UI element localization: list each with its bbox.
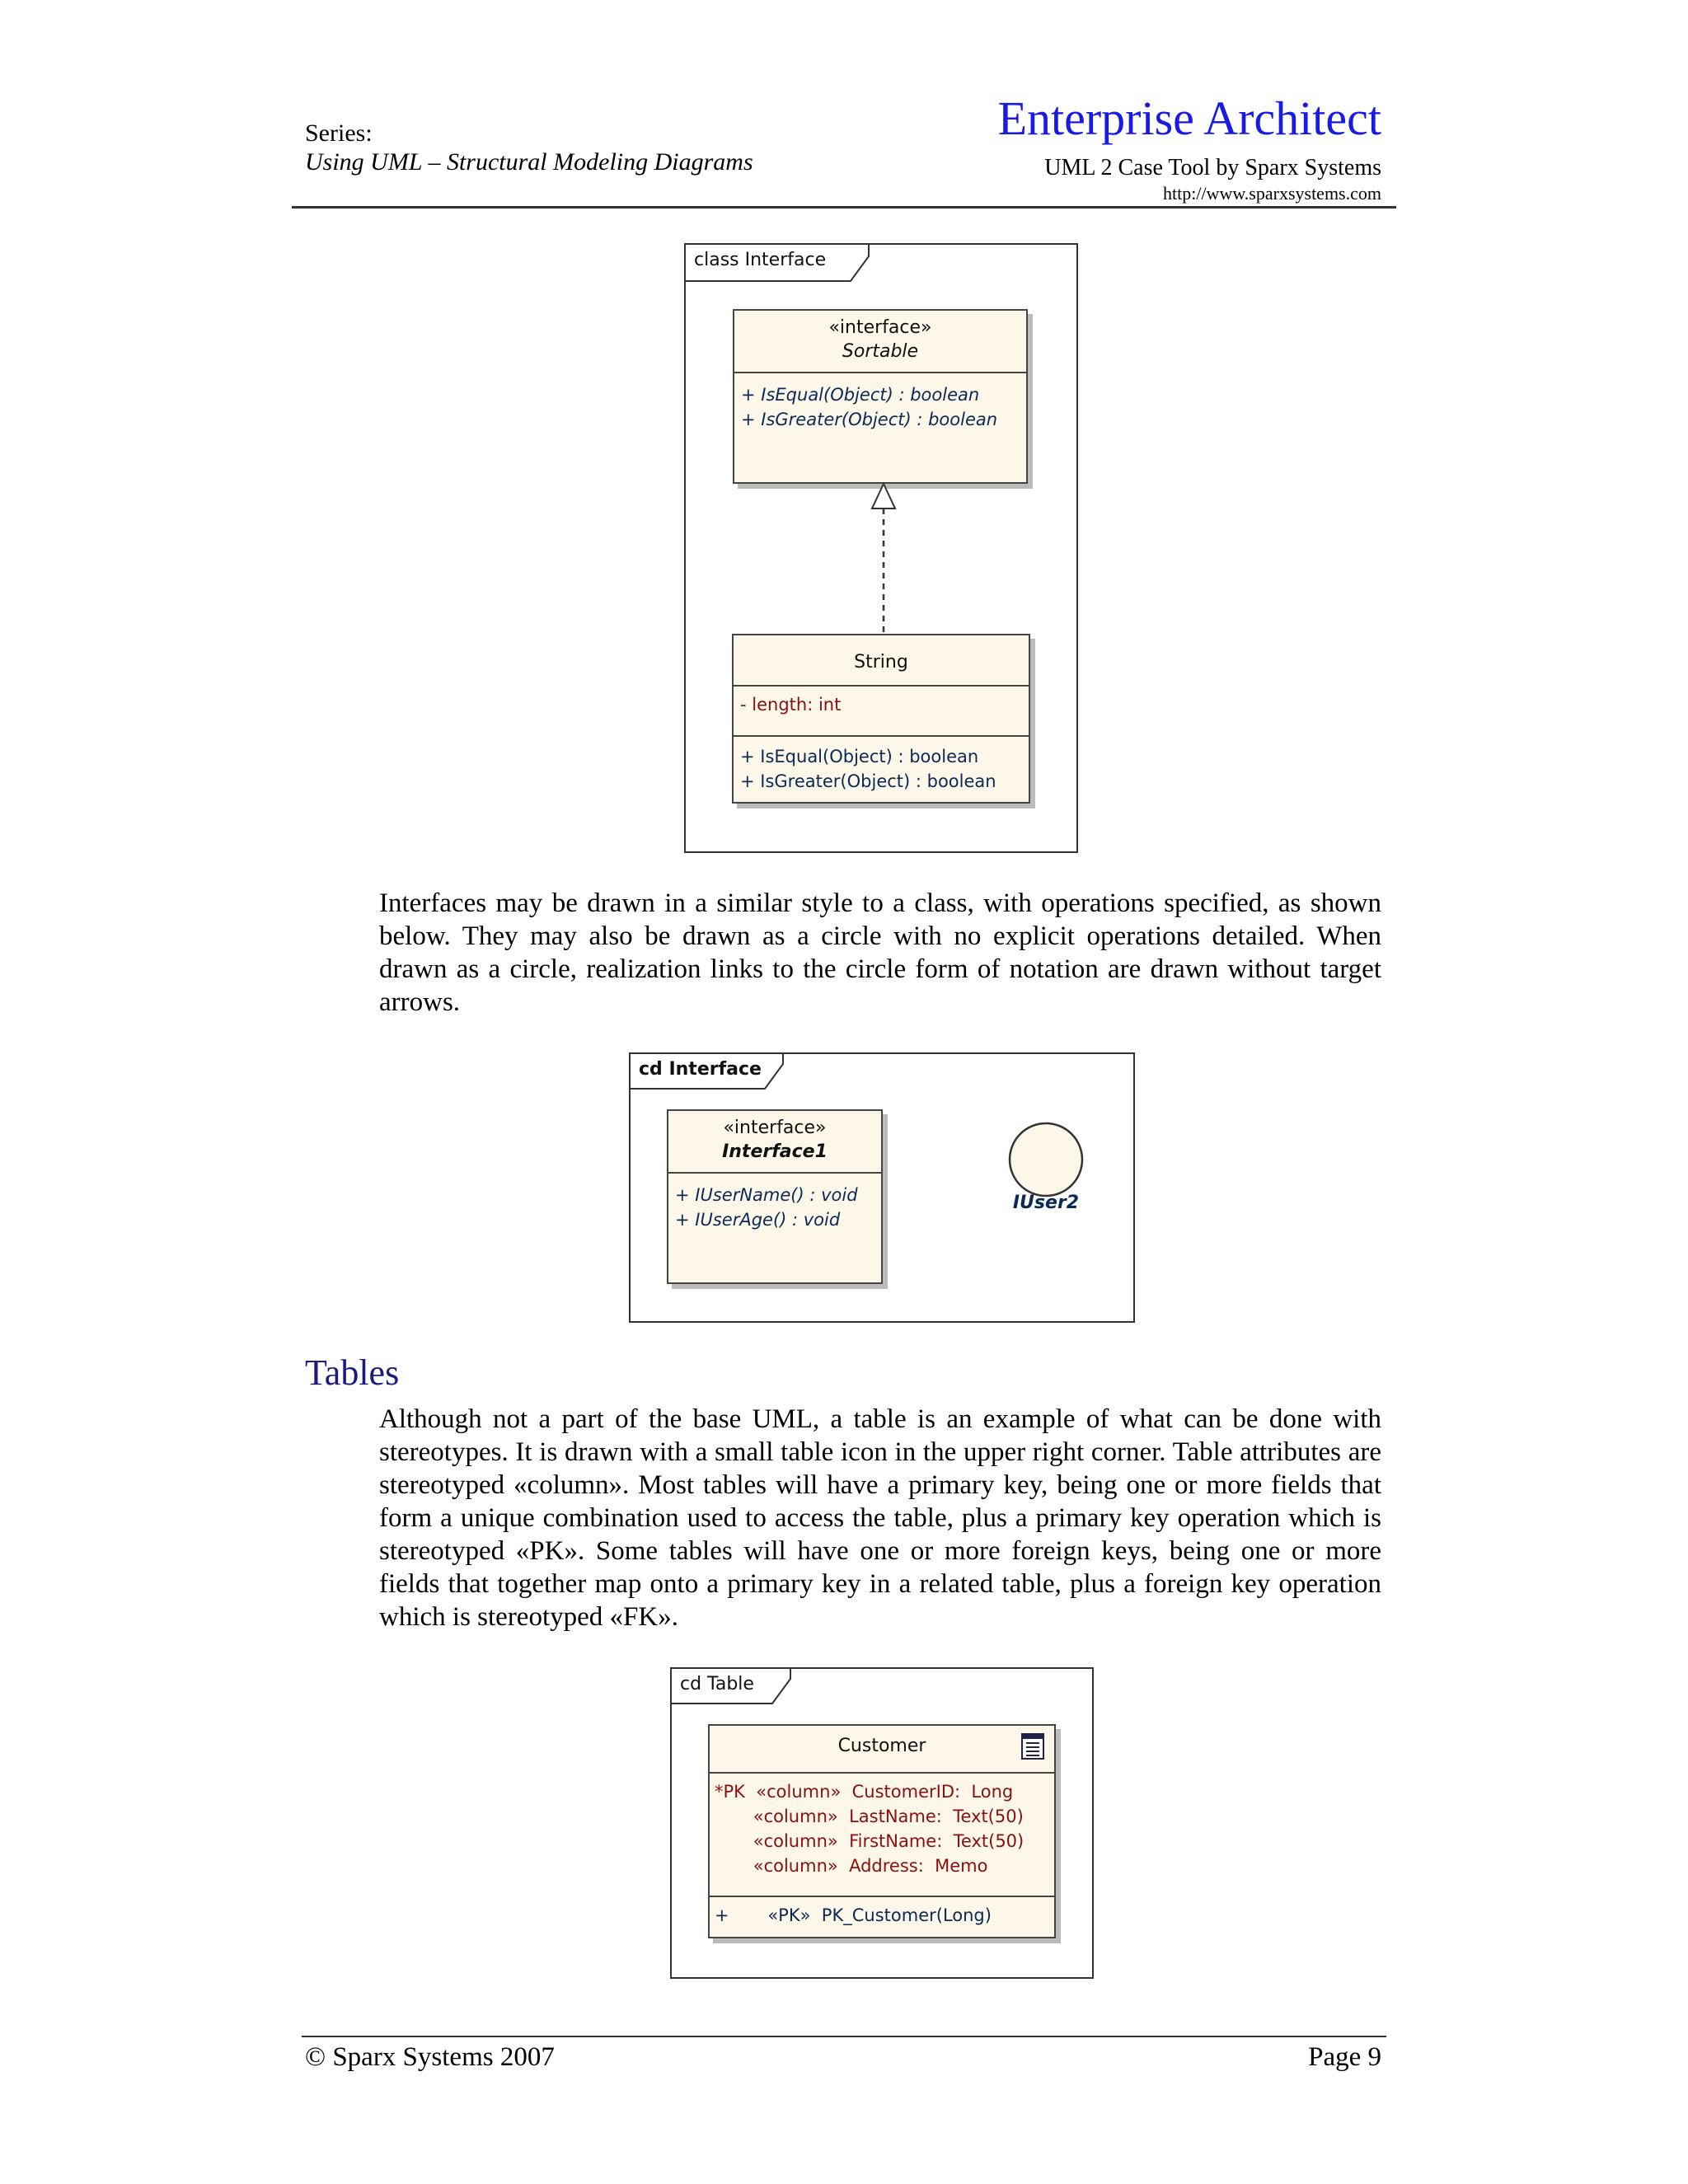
header-divider (292, 206, 1396, 209)
compartment-divider (710, 1896, 1054, 1897)
class-interface-diagram (684, 243, 1078, 853)
interface-stereotype: «interface» (828, 317, 932, 338)
column: «column» FirstName: Text(50) (715, 1831, 1025, 1851)
product-url[interactable]: http://www.sparxsystems.com (1163, 183, 1381, 204)
string-class[interactable] (732, 634, 1030, 804)
operation: + IsEqual(Object) : boolean (741, 385, 980, 405)
column: «column» Address: Memo (715, 1856, 988, 1876)
product-title: Enterprise Architect (997, 91, 1381, 145)
footer-page-number: Page 9 (1308, 2042, 1381, 2072)
operation: + IsEqual(Object) : boolean (740, 747, 979, 766)
table-icon (1021, 1733, 1044, 1760)
cd-interface-diagram (629, 1052, 1135, 1323)
realization-arrow (867, 482, 900, 635)
interface-stereotype: «interface» (723, 1118, 827, 1138)
column: «column» LastName: Text(50) (715, 1807, 1024, 1826)
footer-divider (302, 2036, 1386, 2037)
frame-label: cd Interface (639, 1059, 762, 1080)
operation: + IsGreater(Object) : boolean (741, 410, 998, 429)
operation: + «PK» PK_Customer(Long) (715, 1905, 992, 1925)
operation: + IUserName() : void (675, 1185, 858, 1205)
frame-label: class Interface (694, 250, 827, 270)
body-paragraph: Interfaces may be drawn in a similar style to a class, with operations specified, as shown below. They may also be drawn as a circle with no explicit operations detailed. When drawn as a circle, realization links to the circle form of notation are drawn without target arrows. (379, 888, 1381, 1017)
column: *PK «column» CustomerID: Long (715, 1782, 1014, 1802)
table-name: Customer (837, 1736, 926, 1756)
operation: + IsGreater(Object) : boolean (740, 771, 996, 791)
compartment-divider (710, 1772, 1054, 1774)
attribute: - length: int (740, 695, 842, 715)
series-label: Series: (305, 120, 373, 147)
iuser2-interface-circle[interactable] (1005, 1118, 1087, 1201)
cd-table-diagram (670, 1667, 1094, 1979)
section-heading: Tables (305, 1352, 400, 1393)
sortable-interface[interactable] (733, 309, 1028, 484)
footer-copyright: © Sparx Systems 2007 (305, 2042, 555, 2072)
product-tagline: UML 2 Case Tool by Sparx Systems (1044, 155, 1381, 180)
interface-name: Interface1 (722, 1141, 828, 1162)
circle-label: IUser2 (1012, 1193, 1080, 1213)
interface-name: Sortable (842, 341, 919, 362)
class-name: String (854, 652, 908, 673)
compartment-divider (668, 1172, 881, 1174)
series-title: Using UML – Structural Modeling Diagrams (305, 148, 753, 176)
operation: + IUserAge() : void (675, 1210, 841, 1230)
frame-label: cd Table (680, 1674, 754, 1694)
body-paragraph: Although not a part of the base UML, a table is an example of what can be done with stereotypes. It is drawn with a small table icon in the upper right corner. Table attributes are stereotyped «column». Most tables will have a primary key, being one or more fields that form a unique combination used to access the table, plus a primary key operation which is stereotyped «PK». Some tables will have one or more foreign keys, being one or more fields that together map onto a primary key in a related table, plus a foreign key operation which is stereotyped «FK». (379, 1404, 1381, 1632)
compartment-divider (734, 372, 1026, 373)
interface1[interactable] (667, 1109, 883, 1284)
compartment-divider (734, 685, 1029, 687)
compartment-divider (734, 735, 1029, 737)
customer-table[interactable] (708, 1724, 1056, 1938)
